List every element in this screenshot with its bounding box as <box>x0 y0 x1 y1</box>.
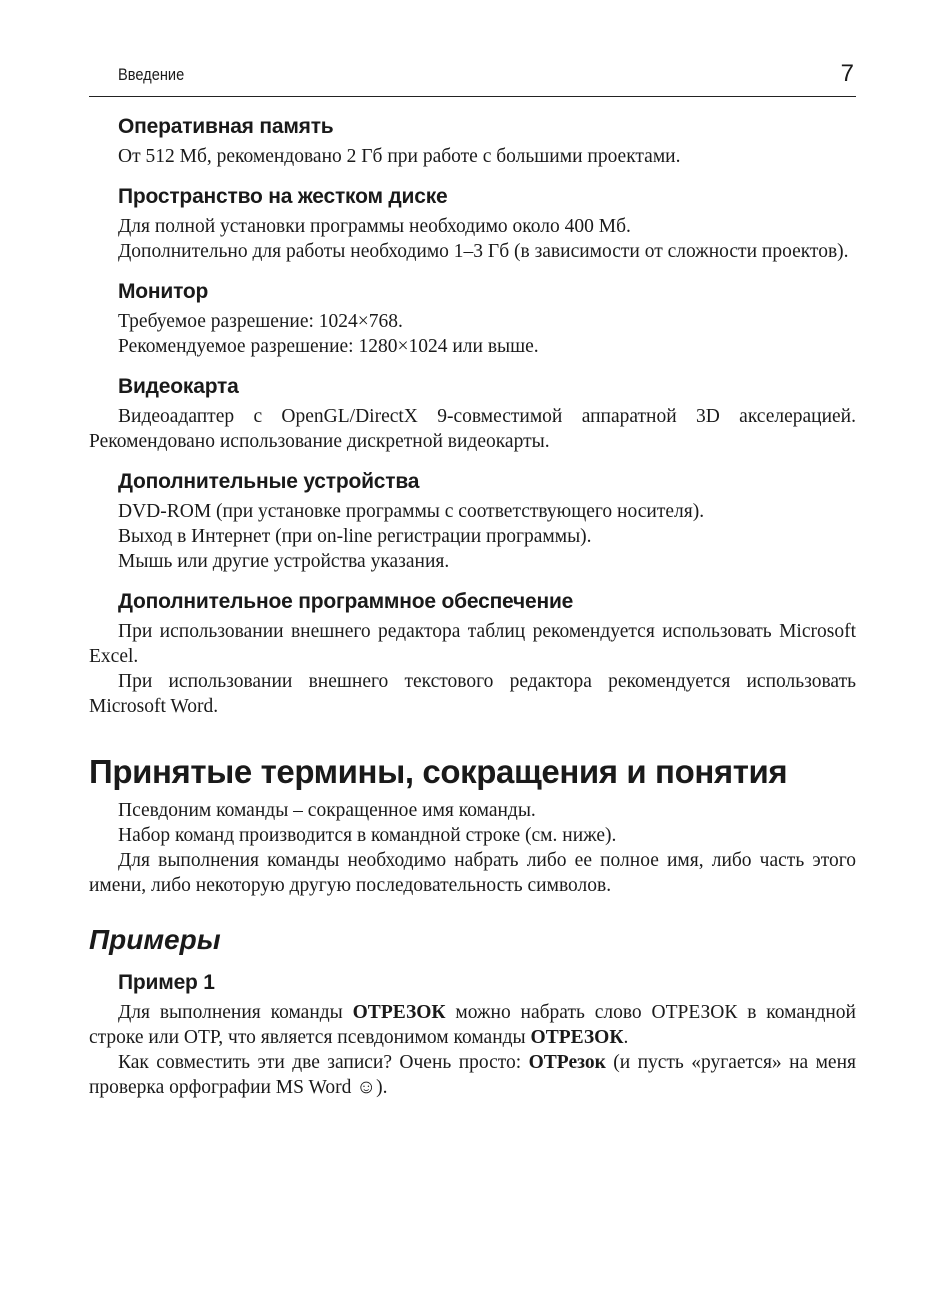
smiley-icon: ☺ <box>356 1077 377 1098</box>
text-run: Для выполнения команды <box>118 1002 353 1023</box>
paragraph: Для выполнения команды необходимо набрать либо ее полное имя, либо часть этого имени, либо некоторую другую последовательность символов. <box>89 850 856 896</box>
text-run: . <box>623 1027 629 1048</box>
section-heading: Оперативная память <box>118 115 334 138</box>
paragraph: Выход в Интернет (при on-line регистрации программы). <box>118 526 592 547</box>
section-monitor <box>89 277 856 359</box>
section-disk <box>89 182 856 264</box>
section-heading: Видеокарта <box>118 375 239 398</box>
page-number: 7 <box>840 60 854 87</box>
paragraph: DVD-ROM (при установке программы с соответствующего носителя). <box>118 501 705 522</box>
paragraph: Набор команд производится в командной строке (см. ниже). <box>118 825 617 846</box>
command-name-bold: ОТРЕЗОК <box>530 1027 624 1048</box>
paragraph: Для полной установки программы необходимо около 400 Мб. <box>118 216 631 237</box>
section-videocard <box>89 372 856 454</box>
examples-heading: Примеры <box>89 924 221 955</box>
text-run: Как совместить эти две записи? Очень просто: <box>118 1052 529 1073</box>
paragraph: Псевдоним команды – сокращенное имя команды. <box>118 800 536 821</box>
paragraph: Дополнительно для работы необходимо 1–3 Гб (в зависимости от сложности проектов). <box>118 241 849 262</box>
example-1-heading: Пример 1 <box>118 971 215 994</box>
section-devices <box>89 467 856 574</box>
paragraph: От 512 Мб, рекомендовано 2 Гб при работе с большими проектами. <box>118 146 681 167</box>
paragraph: Видеоадаптер с OpenGL/DirectX 9-совместимой аппаратной 3D акселерацией. Рекомендовано использование дискретной видеокарты. <box>89 406 856 452</box>
paragraph: При использовании внешнего редактора таблиц рекомендуется использовать Microsoft Excel. <box>89 621 856 667</box>
paragraph: Требуемое разрешение: 1024×768. <box>118 311 403 332</box>
section-heading: Монитор <box>118 280 209 303</box>
section-heading: Дополнительные устройства <box>118 470 420 493</box>
text-run: ). <box>376 1077 388 1098</box>
paragraph: Рекомендуемое разрешение: 1280×1024 или выше. <box>118 336 539 357</box>
command-name-bold: ОТРЕЗОК <box>352 1002 446 1023</box>
text-run: можно набрать слово ОТРЕЗОК в командной строке или ОТР, что является псевдонимом команды <box>89 1002 856 1048</box>
paragraph: При использовании внешнего текстового редактора рекомендуется использовать Microsoft Word. <box>89 671 856 717</box>
example-1-paragraph <box>89 1000 856 1050</box>
running-header <box>89 60 856 97</box>
paragraph: Мышь или другие устройства указания. <box>118 551 450 572</box>
section-software <box>89 587 856 719</box>
page-content <box>89 112 856 1100</box>
running-title: Введение <box>118 65 185 84</box>
example-1-paragraph <box>89 1050 856 1100</box>
text-run: (и пусть «ругается» на меня проверка орфографии MS Word <box>89 1052 856 1098</box>
chapter-heading-terms: Принятые термины, сокращения и понятия <box>89 753 788 790</box>
section-ram <box>89 112 856 169</box>
section-heading: Пространство на жестком диске <box>118 185 448 208</box>
section-heading: Дополнительное программное обеспечение <box>118 590 574 613</box>
command-name-bold: ОТРезок <box>528 1052 606 1073</box>
